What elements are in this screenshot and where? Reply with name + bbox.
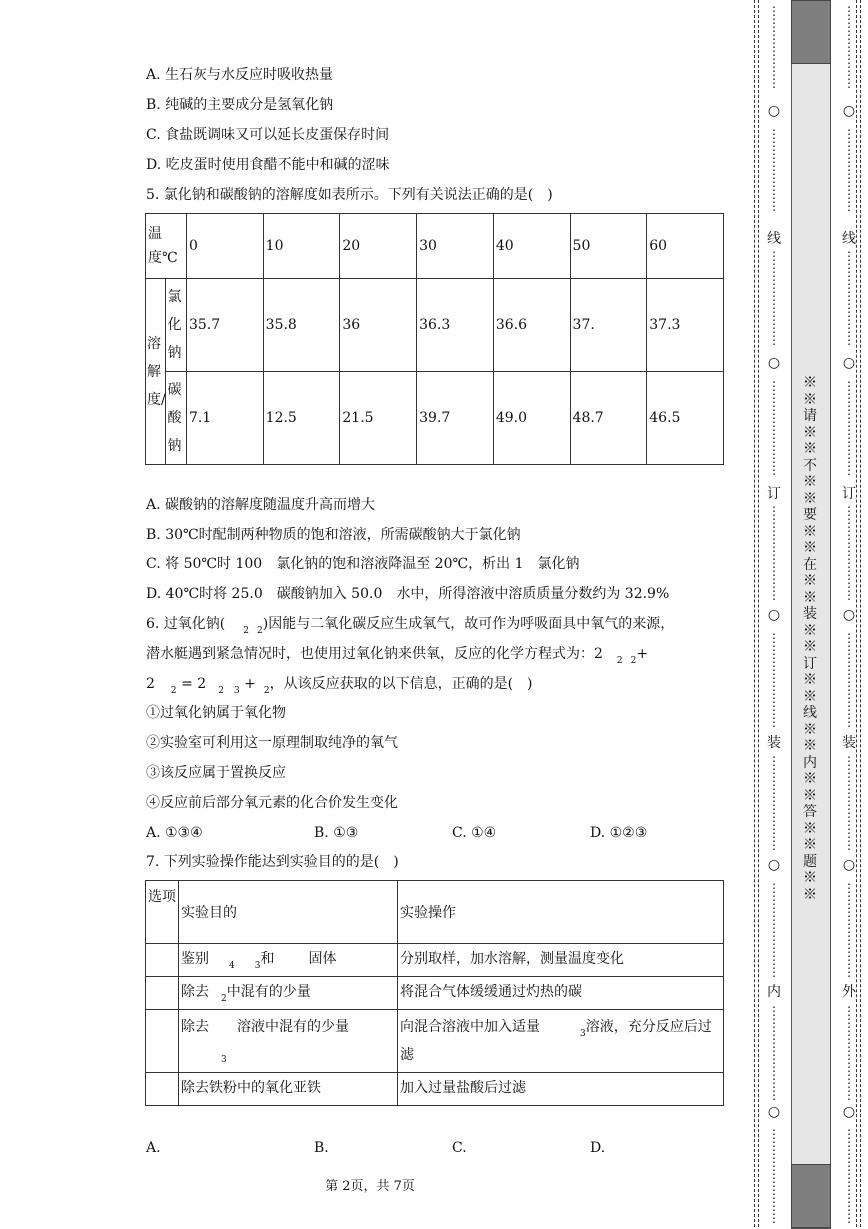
binding-line-inner	[754, 0, 755, 1227]
subscript: 4	[229, 961, 235, 971]
subscript: 2	[221, 994, 227, 1004]
subscript: 2	[616, 656, 623, 666]
purpose-cell	[179, 977, 398, 1010]
circle-marker: ○	[767, 1104, 781, 1120]
subscript: 2	[257, 626, 263, 636]
dots: ⋮ ⋮ ⋮ ⋮ ⋮ ⋮ ⋮	[768, 127, 780, 213]
cell-text: 鉴别	[181, 951, 209, 967]
table-cell: 12.5	[263, 372, 340, 465]
q6-option-b: B. ①③	[314, 825, 359, 841]
dots: ⋮ ⋮ ⋮ ⋮ ⋮ ⋮ ⋮ ⋮	[768, 504, 780, 602]
operation-cell: 加入过量盐酸后过滤	[398, 1073, 724, 1106]
row-label-text: 碳酸钠	[167, 382, 182, 454]
dots: ⋮ ⋮ ⋮ ⋮ ⋮ ⋮ ⋮ ⋮	[843, 631, 855, 729]
temp-header: 40	[493, 214, 570, 279]
table-cell: 37.3	[647, 279, 724, 372]
table-cell: 36	[340, 279, 417, 372]
q6-statement-2: ②实验室可利用这一原理制取纯净的氧气	[146, 735, 398, 751]
header-operation: 实验操作	[398, 881, 724, 944]
marker-char: 线	[767, 231, 781, 247]
solubility-table	[145, 213, 724, 465]
dots: ⋮ ⋮ ⋮ ⋮ ⋮ ⋮ ⋮ ⋮	[768, 1127, 780, 1225]
cell-text: 溶液中混有的少量	[237, 1019, 349, 1035]
group-label-text: 溶解度/	[147, 335, 166, 408]
experiment-table	[145, 880, 724, 1106]
q6-option-c: C. ①④	[452, 825, 497, 841]
table-cell: 35.8	[263, 279, 340, 372]
option-cell	[146, 1010, 179, 1073]
dots: ⋮ ⋮ ⋮ ⋮ ⋮ ⋮ ⋮ ⋮	[843, 1004, 855, 1102]
subscript: 3	[254, 961, 261, 971]
table-corner: 温度℃	[146, 214, 187, 279]
option-cell	[146, 977, 179, 1010]
q5-option-b: B. 30℃时配制两种物质的饱和溶液，所需碳酸钠大于氯化钠	[146, 527, 521, 543]
q6-option-a: A. ①③④	[146, 825, 203, 841]
cell-text: 向混合溶液中加入适量	[400, 1019, 540, 1035]
q6-statement-4: ④反应前后部分氧元素的化合价发生变化	[146, 795, 398, 811]
purpose-cell: 除去铁粉中的氧化亚铁	[179, 1073, 398, 1106]
dots: ⋮ ⋮ ⋮ ⋮ ⋮ ⋮ ⋮ ⋮	[843, 379, 855, 477]
q5-option-c: C. 将 50℃时 100 氯化钠的饱和溶液降温至 20℃，析出 1 氯化钠	[146, 556, 580, 572]
circle-marker: ○	[842, 355, 856, 371]
binding-warning: ※※请※※不※※要※※在※※装※※订※※线※※内※※答※※题※※	[803, 375, 817, 903]
temp-header: 30	[417, 214, 494, 279]
dots: ⋮ ⋮ ⋮ ⋮ ⋮ ⋮ ⋮ ⋮	[768, 249, 780, 347]
cell-text: 溶液，充分反应后过滤	[400, 1019, 712, 1063]
subscript: 3	[233, 686, 240, 696]
circle-marker: ○	[842, 607, 856, 623]
q6-text: +	[636, 646, 649, 662]
subscript: 2	[218, 686, 224, 696]
header-purpose: 实验目的	[179, 881, 398, 944]
dots: ⋮ ⋮ ⋮ ⋮ ⋮ ⋮ ⋮	[843, 127, 855, 213]
subscript: 2	[243, 626, 250, 636]
subscript: 3	[580, 1029, 586, 1039]
solubility-group-label	[146, 279, 166, 465]
temp-header: 0	[186, 214, 263, 279]
table-cell: 35.7	[186, 279, 263, 372]
page-footer: 第 2页，共 7页	[325, 1179, 415, 1194]
circle-marker: ○	[767, 607, 781, 623]
row-label-na2co3	[166, 372, 186, 465]
marker-char: 装	[842, 735, 856, 751]
marker-char: 外	[842, 984, 856, 1000]
q6-option-d: D. ①②③	[590, 825, 648, 841]
table-cell: 49.0	[493, 372, 570, 465]
marker-char: 装	[767, 735, 781, 751]
cell-text: 和	[260, 951, 275, 967]
dots: ⋮ ⋮ ⋮ ⋮ ⋮ ⋮ ⋮ ⋮	[768, 631, 780, 729]
q7-option-b: B.	[314, 1140, 329, 1156]
operation-cell	[398, 1010, 724, 1073]
dots: ⋮ ⋮ ⋮ ⋮ ⋮ ⋮ ⋮	[768, 4, 780, 90]
purpose-cell	[179, 1010, 398, 1073]
binding-block-top	[791, 0, 831, 64]
table-cell: 21.5	[340, 372, 417, 465]
inner-marker-column	[764, 0, 784, 1227]
temp-header: 10	[263, 214, 340, 279]
cell-text: 除去	[181, 1019, 209, 1035]
q7-stem: 7. 下列实验操作能达到实验目的的是( )	[146, 854, 399, 870]
marker-char: 订	[767, 486, 781, 502]
marker-char: 订	[842, 486, 856, 502]
q6-statement-1: ①过氧化钠属于氧化物	[146, 705, 286, 721]
circle-marker: ○	[842, 1104, 856, 1120]
operation-cell: 将混合气体缓缓通过灼热的碳	[398, 977, 724, 1010]
q5-stem: 5. 氯化钠和碳酸钠的溶解度如表所示。下列有关说法正确的是( )	[146, 187, 553, 203]
table-cell: 37.	[570, 279, 647, 372]
dots: ⋮ ⋮ ⋮ ⋮ ⋮ ⋮ ⋮ ⋮	[768, 379, 780, 477]
q4-option-d: D. 吃皮蛋时使用食醋不能中和碱的涩味	[146, 157, 390, 173]
table-cell: 36.6	[493, 279, 570, 372]
binding-block-bottom	[791, 1164, 831, 1228]
q7-option-d: D.	[590, 1140, 606, 1156]
cell-text: 除去	[181, 984, 209, 1000]
row-label-nacl	[166, 279, 186, 372]
q4-option-a: A. 生石灰与水反应时吸收热量	[146, 67, 334, 83]
cell-text: 固体	[308, 951, 337, 967]
purpose-cell	[179, 944, 398, 977]
option-cell	[146, 1073, 179, 1106]
operation-cell: 分别取样，加水溶解，测量温度变化	[398, 944, 724, 977]
q6-line-2	[146, 644, 648, 666]
circle-marker: ○	[767, 103, 781, 119]
q7-option-a: A.	[146, 1140, 161, 1156]
q4-option-c: C. 食盐既调味又可以延长皮蛋保存时间	[146, 127, 390, 143]
circle-marker: ○	[767, 355, 781, 371]
binding-line-outer-2	[860, 0, 861, 1227]
row-label-text: 氯化钠	[167, 289, 182, 361]
q6-line-1	[146, 614, 674, 636]
dots: ⋮ ⋮ ⋮ ⋮ ⋮ ⋮ ⋮ ⋮	[768, 1004, 780, 1102]
dots: ⋮ ⋮ ⋮ ⋮ ⋮ ⋮ ⋮ ⋮	[768, 881, 780, 979]
outer-marker-column	[839, 0, 859, 1227]
dots: ⋮ ⋮ ⋮ ⋮ ⋮ ⋮ ⋮	[843, 4, 855, 90]
subscript: 3	[221, 1055, 227, 1065]
dots: ⋮ ⋮ ⋮ ⋮ ⋮ ⋮ ⋮ ⋮	[843, 754, 855, 852]
circle-marker: ○	[842, 103, 856, 119]
dots: ⋮ ⋮ ⋮ ⋮ ⋮ ⋮ ⋮ ⋮	[843, 249, 855, 347]
table-cell: 39.7	[417, 372, 494, 465]
table-cell: 36.3	[417, 279, 494, 372]
binding-line-inner-2	[758, 0, 759, 1227]
header-option-text: 选项	[148, 889, 176, 905]
q7-option-c: C.	[452, 1140, 467, 1156]
dots: ⋮ ⋮ ⋮ ⋮ ⋮ ⋮ ⋮ ⋮	[843, 881, 855, 979]
q5-option-d: D. 40℃时将 25.0 碳酸钠加入 50.0 水中，所得溶液中溶质质量分数约为 32.9%	[146, 586, 670, 602]
subscript: 2	[263, 686, 270, 696]
dots: ⋮ ⋮ ⋮ ⋮ ⋮ ⋮ ⋮ ⋮	[843, 504, 855, 602]
q6-text: ，从该反应获取的以下信息，正确的是( )	[269, 676, 533, 692]
marker-char: 内	[767, 984, 781, 1000]
q5-option-a: A. 碳酸钠的溶解度随温度升高而增大	[146, 497, 376, 513]
q6-text: 潜水艇遇到紧急情况时，也使用过氧化钠来供氧，反应的化学方程式为：2	[146, 646, 603, 662]
q6-statement-3: ③该反应属于置换反应	[146, 765, 286, 781]
table-cell: 7.1	[186, 372, 263, 465]
dots: ⋮ ⋮ ⋮ ⋮ ⋮ ⋮ ⋮ ⋮	[843, 1127, 855, 1225]
circle-marker: ○	[767, 857, 781, 873]
header-option	[146, 881, 179, 944]
q4-option-b: B. 纯碱的主要成分是氢氧化钠	[146, 97, 334, 113]
temp-header: 50	[570, 214, 647, 279]
temp-header: 60	[647, 214, 724, 279]
circle-marker: ○	[842, 857, 856, 873]
dots: ⋮ ⋮ ⋮ ⋮ ⋮ ⋮ ⋮ ⋮	[768, 754, 780, 852]
q6-text: +	[244, 676, 256, 692]
q6-text: )因能与二氧化碳反应生成氧气，故可作为呼吸面具中氧气的来源，	[262, 616, 675, 632]
q6-text: = 2	[181, 676, 207, 692]
cell-text: 中混有的少量	[226, 984, 311, 1000]
marker-char: 线	[842, 231, 856, 247]
q6-text: 6. 过氧化钠(	[146, 616, 226, 632]
q6-text: 2	[146, 676, 155, 692]
temp-header: 20	[340, 214, 417, 279]
table-cell: 48.7	[570, 372, 647, 465]
subscript: 2	[170, 686, 177, 696]
table-cell: 46.5	[647, 372, 724, 465]
option-cell	[146, 944, 179, 977]
q6-line-3	[146, 674, 533, 696]
subscript: 2	[630, 656, 637, 666]
